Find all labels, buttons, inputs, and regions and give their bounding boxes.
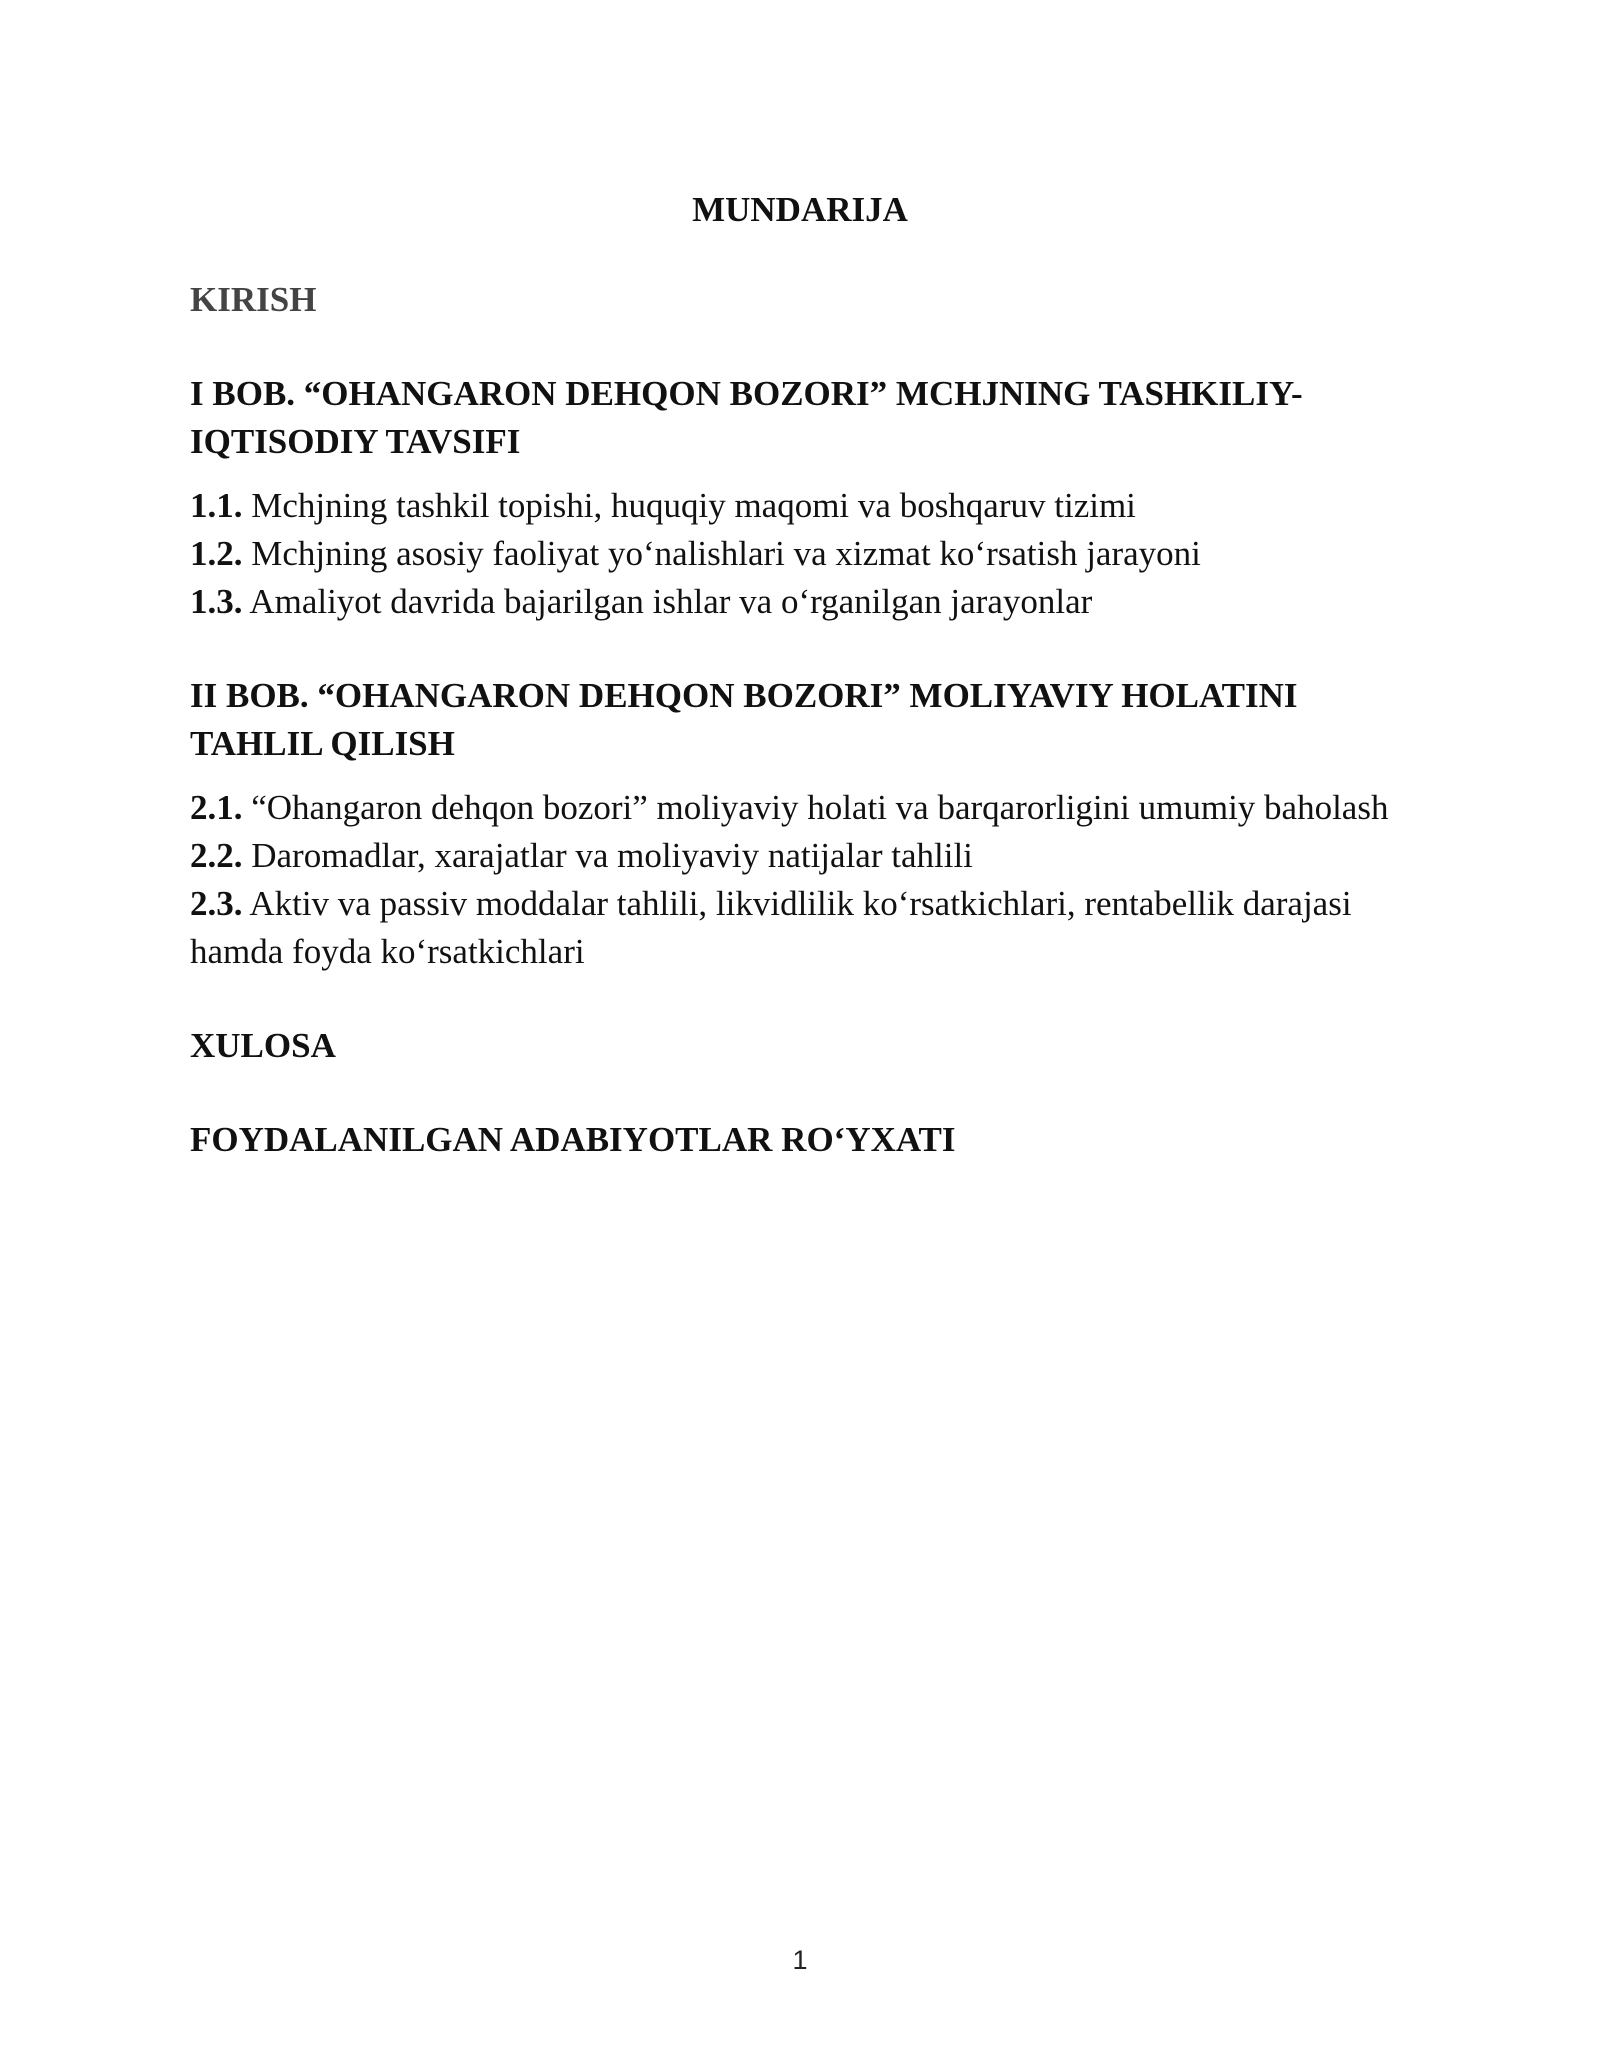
section-2-3 <box>190 880 1420 976</box>
section-number: 1.3. <box>190 582 243 621</box>
section-number: 2.2. <box>190 836 243 875</box>
section-text: Daromadlar, xarajatlar va moliyaviy natijalar tahlili <box>251 836 973 875</box>
section-number: 2.1. <box>190 788 243 827</box>
chapter-1-sections <box>190 482 1420 626</box>
section-1-3 <box>190 578 1420 626</box>
section-text: “Ohangaron dehqon bozori” moliyaviy holati va barqarorligini umumiy baholash <box>251 788 1389 827</box>
page-number: 1 <box>792 1945 808 1975</box>
section-1-2 <box>190 530 1420 578</box>
section-number: 1.1. <box>190 486 243 525</box>
toc-entry-intro: KIRISH <box>190 280 317 319</box>
section-text: Amaliyot davrida bajarilgan ishlar va oʻrganilgan jarayonlar <box>249 582 1093 621</box>
toc-content <box>190 276 1420 1210</box>
section-text: Mchjning asosiy faoliyat yoʻnalishlari va xizmat koʻrsatish jarayoni <box>251 534 1201 573</box>
chapter-2-sections <box>190 784 1420 976</box>
chapter-1-heading: I BOB. “OHANGARON DEHQON BOZORI” MCHJNING TASHKILIY-IQTISODIY TAVSIFI <box>190 374 1303 461</box>
toc-entry-references: FOYDALANILGAN ADABIYOTLAR ROʻYXATI <box>190 1120 956 1159</box>
chapter-2-heading: II BOB. “OHANGARON DEHQON BOZORI” MOLIYAVIY HOLATINI TAHLIL QILISH <box>190 676 1298 763</box>
section-number: 2.3. <box>190 884 243 923</box>
section-text: Mchjning tashkil topishi, huquqiy maqomi va boshqaruv tizimi <box>251 486 1136 525</box>
toc-title: MUNDARIJA <box>692 190 908 229</box>
section-2-1 <box>190 784 1420 832</box>
section-number: 1.2. <box>190 534 243 573</box>
section-1-1 <box>190 482 1420 530</box>
section-2-2 <box>190 832 1420 880</box>
section-text: Aktiv va passiv moddalar tahlili, likvidlilik koʻrsatkichlari, rentabellik darajasi hamda foyda koʻrsatkichlari <box>190 884 1352 971</box>
toc-entry-conclusion: XULOSA <box>190 1026 336 1065</box>
